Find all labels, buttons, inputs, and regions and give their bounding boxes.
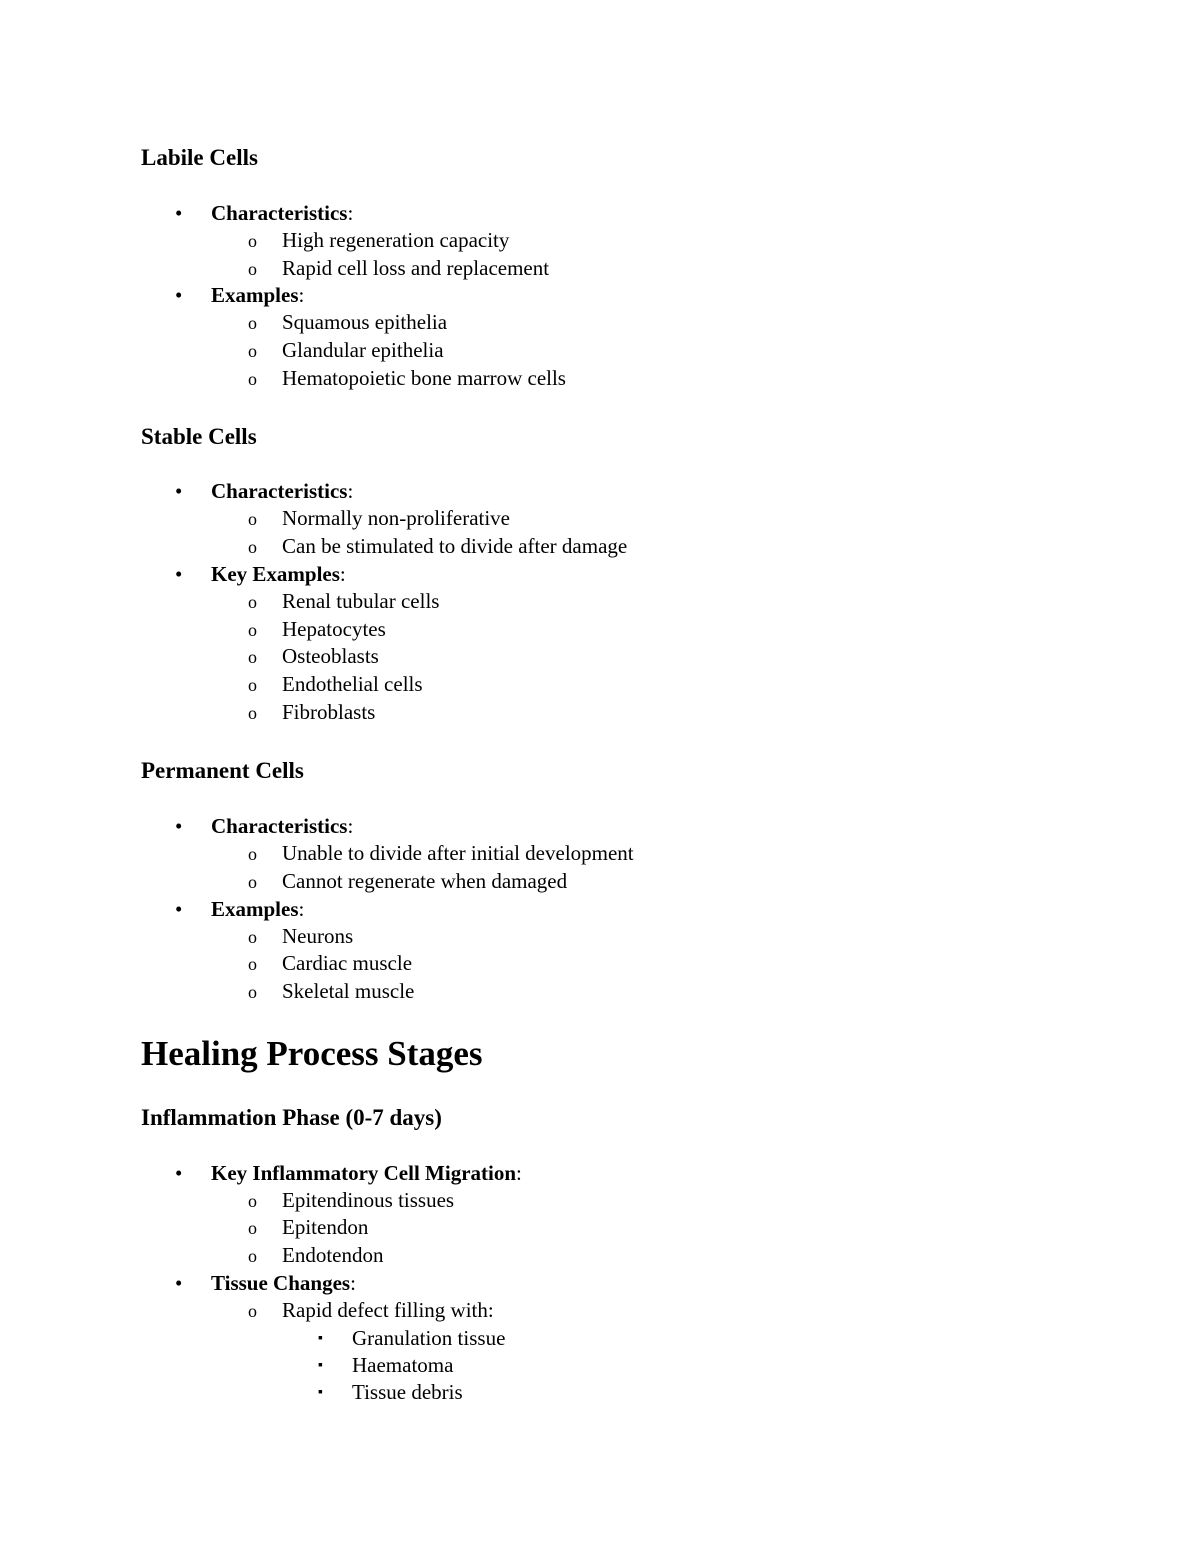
list-item: Rapid defect filling with: [282,1298,494,1322]
labile-examples-label: Examples [211,283,299,307]
bullet-disc: • [175,479,183,503]
bullet-disc: • [175,201,183,225]
inflammation-phase-heading: Inflammation Phase (0-7 days) [141,1105,442,1130]
list-item: Examples: [211,897,305,921]
bullet-circle: o [248,1246,257,1266]
permanent-characteristics-label: Characteristics [211,814,348,838]
list-item: Epitendon [282,1215,369,1239]
bullet-circle: o [248,954,257,974]
bullet-circle: o [248,369,257,389]
list-item: Hematopoietic bone marrow cells [282,366,566,390]
stable-characteristics-label: Characteristics [211,479,348,503]
list-item: Key Examples: [211,562,346,586]
list-item: Examples: [211,283,305,307]
bullet-circle: o [248,844,257,864]
healing-process-heading: Healing Process Stages [141,1034,483,1073]
bullet-disc: • [175,283,183,307]
bullet-circle: o [248,927,257,947]
bullet-circle: o [248,1191,257,1211]
list-item: Unable to divide after initial development [282,841,634,865]
bullet-circle: o [248,313,257,333]
list-item: Fibroblasts [282,700,376,724]
list-item: Tissue debris [352,1380,463,1404]
list-item: Endotendon [282,1243,384,1267]
list-item: Characteristics: [211,201,354,225]
list-item: Squamous epithelia [282,310,448,334]
bullet-circle: o [248,1218,257,1238]
labile-cells-heading: Labile Cells [141,145,258,170]
bullet-circle: o [248,620,257,640]
bullet-square: ▪ [318,1358,323,1373]
bullet-circle: o [248,259,257,279]
bullet-square: ▪ [318,1331,323,1346]
list-item: Glandular epithelia [282,338,444,362]
bullet-disc: • [175,814,183,838]
bullet-disc: • [175,897,183,921]
bullet-circle: o [248,703,257,723]
list-item: Hepatocytes [282,617,386,641]
list-item: Renal tubular cells [282,589,440,613]
bullet-square: ▪ [318,1385,323,1400]
bullet-disc: • [175,1271,183,1295]
list-item: Tissue Changes: [211,1271,356,1295]
list-item: Cannot regenerate when damaged [282,869,568,893]
list-item: Osteoblasts [282,644,379,668]
migration-label: Key Inflammatory Cell Migration [211,1161,517,1185]
list-item: High regeneration capacity [282,228,510,252]
list-item: Epitendinous tissues [282,1188,455,1212]
bullet-circle: o [248,675,257,695]
bullet-circle: o [248,537,257,557]
list-item: Rapid cell loss and replacement [282,256,550,280]
stable-examples-label: Key Examples [211,562,340,586]
stable-cells-heading: Stable Cells [141,424,257,449]
list-item: Can be stimulated to divide after damage [282,534,628,558]
list-item: Key Inflammatory Cell Migration: [211,1161,522,1185]
bullet-circle: o [248,341,257,361]
permanent-cells-heading: Permanent Cells [141,758,304,783]
list-item: Skeletal muscle [282,979,415,1003]
list-item: Neurons [282,924,354,948]
bullet-circle: o [248,647,257,667]
bullet-circle: o [248,509,257,529]
list-item: Cardiac muscle [282,951,413,975]
bullet-disc: • [175,562,183,586]
bullet-circle: o [248,1301,257,1321]
list-item: Granulation tissue [352,1326,506,1350]
list-item: Characteristics: [211,814,354,838]
list-item: Characteristics: [211,479,354,503]
list-item: Haematoma [352,1353,454,1377]
permanent-examples-label: Examples [211,897,299,921]
bullet-circle: o [248,872,257,892]
labile-characteristics-label: Characteristics [211,201,348,225]
list-item: Endothelial cells [282,672,423,696]
bullet-circle: o [248,982,257,1002]
tissue-changes-label: Tissue Changes [211,1271,351,1295]
bullet-disc: • [175,1161,183,1185]
list-item: Normally non-proliferative [282,506,511,530]
bullet-circle: o [248,592,257,612]
bullet-circle: o [248,231,257,251]
